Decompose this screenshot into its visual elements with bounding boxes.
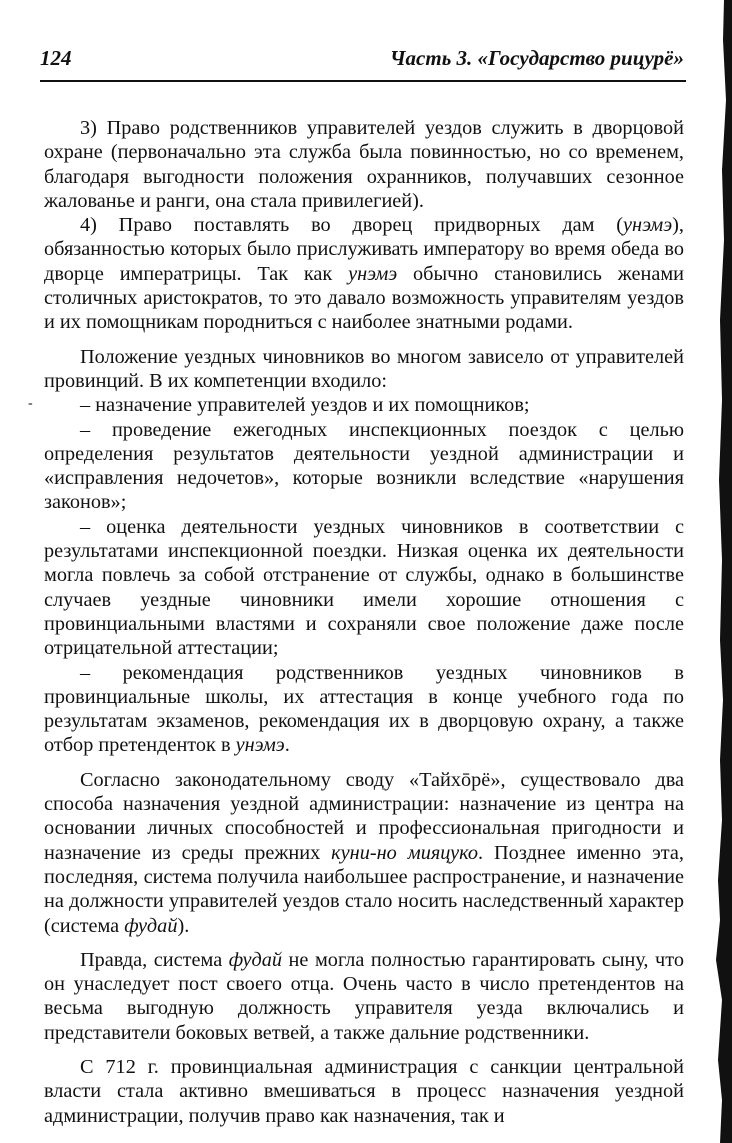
list-item: – оценка деятельности уездных чиновников в соответствии с результатами инспекционной поездки. Низкая оценка их деятельности могла повлечь за собой отстранение от службы, однако в большинстве случаев уездные чиновники имели хорошие отношения с провинциальными властями и сохраняли свое положение даже после отрицательной аттестации; xyxy=(44,515,684,660)
paragraph: Правда, система фудай не могла полностью гарантировать сыну, что он унаследует пост своего отца. Очень часто в число претендентов на весьма выгодную должность управителя уезда включались и представители боковых ветвей, а также дальние родственники. xyxy=(44,948,684,1044)
scan-edge-shadow xyxy=(710,0,732,1143)
list-item: – назначение управителей уездов и их помощников; xyxy=(80,394,530,417)
running-title: Часть 3. «Государство рицурё» xyxy=(389,46,684,70)
list-item: – проведение ежегодных инспекционных поездок с целью определения результатов деятельности уездной администрации и «исправления недочетов», которые возникли вследствие «нарушения законов»; xyxy=(44,418,684,514)
paragraph: Согласно законодательному своду «Тайхōрё», существовало два способа назначения уездной администрации: назначение из центра на основании личных способностей и профессиональная пригодности и назначение из среды прежних куни-но мияцуко. Позднее именно эта, последняя, система получила наибольшее распространение, и назначение на должности управителей уездов стало носить наследственный характер (система фудай). xyxy=(44,768,684,937)
header-rule xyxy=(40,80,686,82)
margin-mark: - xyxy=(28,396,33,411)
page-number: 124 xyxy=(40,46,72,70)
body-text xyxy=(44,116,684,1128)
paragraph: 4) Право поставлять во дворец придворных дам (унэмэ), обязанностью которых было прислуживать императору во время обеда во дворце императрицы. Так как унэмэ обычно становились женами столичных аристократов, то это давало возможность управителям уездов и их помощникам породниться с наиболее знатными родами. xyxy=(44,214,685,334)
paragraph: 3) Право родственников управителей уездов служить в дворцовой охране (первоначально эта служба была повинностью, но со временем, благодаря выгодности положения охранников, получавших сезонное жалованье и ранги, она стала привилегией). xyxy=(44,117,684,212)
paragraph: С 712 г. провинциальная администрация с санкции центральной власти стала активно вмешиваться в процесс назначения уездной администрации, получив право как назначения, так и xyxy=(44,1055,684,1127)
list-item: – рекомендация родственников уездных чиновников в провинциальные школы, их аттестация в конце учебного года по результатам экзаменов, рекомендация их в дворцовую охрану, а также отбор претенденток в унэмэ. xyxy=(44,661,684,757)
running-header xyxy=(40,46,684,76)
paragraph: Положение уездных чиновников во многом зависело от управителей провинций. В их компетенции входило: xyxy=(44,345,684,392)
